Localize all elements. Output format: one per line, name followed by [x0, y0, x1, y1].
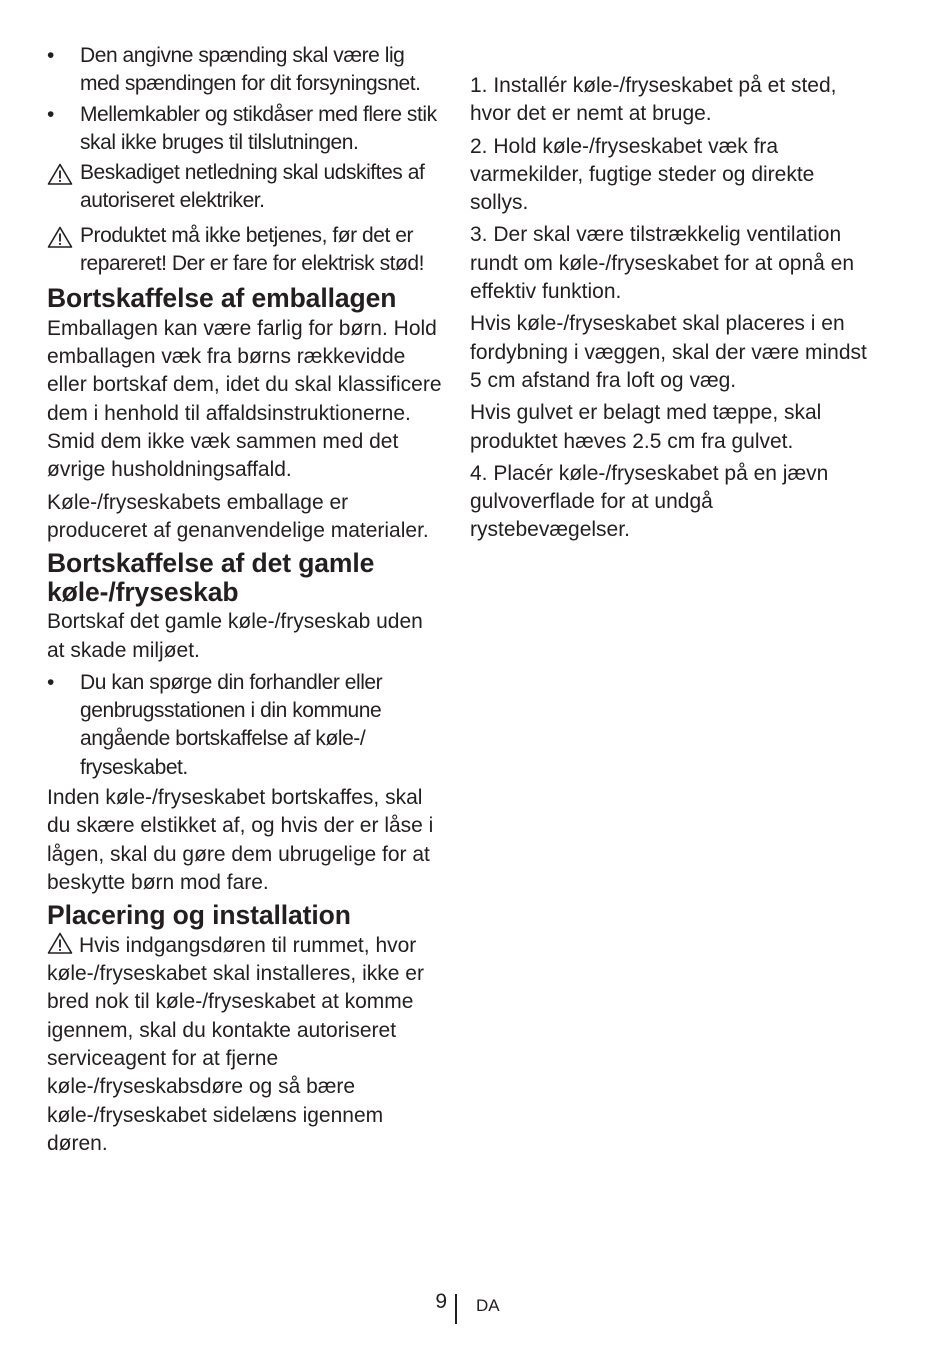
bullet-icon: •: [47, 670, 54, 694]
language-code: DA: [476, 1296, 500, 1315]
paragraph: Hvis gulvet er belagt med tæppe, skal produktet hæves 2.5 cm fra gulvet.: [470, 401, 822, 453]
paragraph: Inden køle-/fryseskabet bortskaffes, skal du skære elstikket af, og hvis der er låse i lågen, skal du gøre dem ubrugelige for at beskytte børn mod fare.: [47, 786, 434, 894]
bullet-icon: •: [47, 44, 54, 67]
section-heading-old-appliance: Bortskaffelse af det gamle køle-/fryseskab: [47, 548, 375, 607]
warning-triangle-icon: [47, 163, 73, 185]
list-item: • Den angivne spænding skal være lig med spændingen for dit forsyningsnet.: [47, 44, 421, 96]
right-column: [470, 72, 870, 549]
paragraph: 3. Der skal være tilstrækkelig ventilation rundt om køle-/fryseskabet for at opnå en effektiv funktion.: [470, 223, 855, 304]
paragraph: 2. Hold køle-/fryseskabet væk fra varmekilder, fugtige steder og direkte sollys.: [470, 134, 815, 215]
list-item: • Mellemkabler og stikdåser med flere stik skal ikke bruges til tilslutningen.: [47, 102, 437, 154]
paragraph: Køle-/fryseskabets emballage er produceret af genanvendelige materialer.: [47, 490, 429, 542]
warning-triangle-icon: [47, 932, 73, 954]
paragraph: 4. Placér køle-/fryseskabet på en jævn gulvoverflade for at undgå rystebevægelser.: [470, 461, 829, 542]
bullet-icon: •: [47, 102, 54, 126]
page-number: 9: [435, 1290, 447, 1313]
paragraph: Emballagen kan være farlig for børn. Hold emballagen væk fra børns rækkevidde eller bortskaf dem, idet du skal klassificere dem i henhold til affaldsinstruktionerne. Smid dem ikke væk sammen med det øvrige husholdningsaffald.: [47, 316, 442, 482]
paragraph: Hvis køle-/fryseskabet skal placeres i en fordybning i væggen, skal der være mindst 5 cm afstand fra loft og væg.: [470, 312, 867, 392]
warning-note: Produktet må ikke betjenes, før det er repareret! Der er fare for elektrisk stød!: [47, 222, 442, 279]
warning-triangle-icon: [47, 226, 73, 248]
section-heading-packaging: Bortskaffelse af emballagen: [47, 283, 397, 314]
section-heading-placement: Placering og installation: [47, 900, 351, 931]
paragraph: 1. Installér køle-/fryseskabet på et sted, hvor det er nemt at bruge.: [470, 74, 837, 126]
footer-divider: [455, 1294, 457, 1324]
warning-paragraph: Hvis indgangsdøren til rummet, hvor køle-/fryseskabet skal installeres, ikke er bred nok til køle-/fryseskabet at komme igennem, skal du kontakte autoriseret serviceagent for at fjerne køle-/fryseskabsdøre og så bære køle-/fryseskabet sidelæns igennem døren.: [47, 933, 424, 1155]
left-column: [47, 42, 442, 1162]
paragraph: Bortskaf det gamle køle-/fryseskab uden at skade miljøet.: [47, 610, 423, 662]
page-footer: [0, 1290, 950, 1330]
list-item: • Du kan spørge din forhandler eller genbrugsstationen i din kommune angående bortskaffelse af køle-/ fryseskabet.: [47, 670, 383, 779]
warning-note: Beskadiget netledning skal udskiftes af autoriseret elektriker.: [47, 159, 442, 216]
